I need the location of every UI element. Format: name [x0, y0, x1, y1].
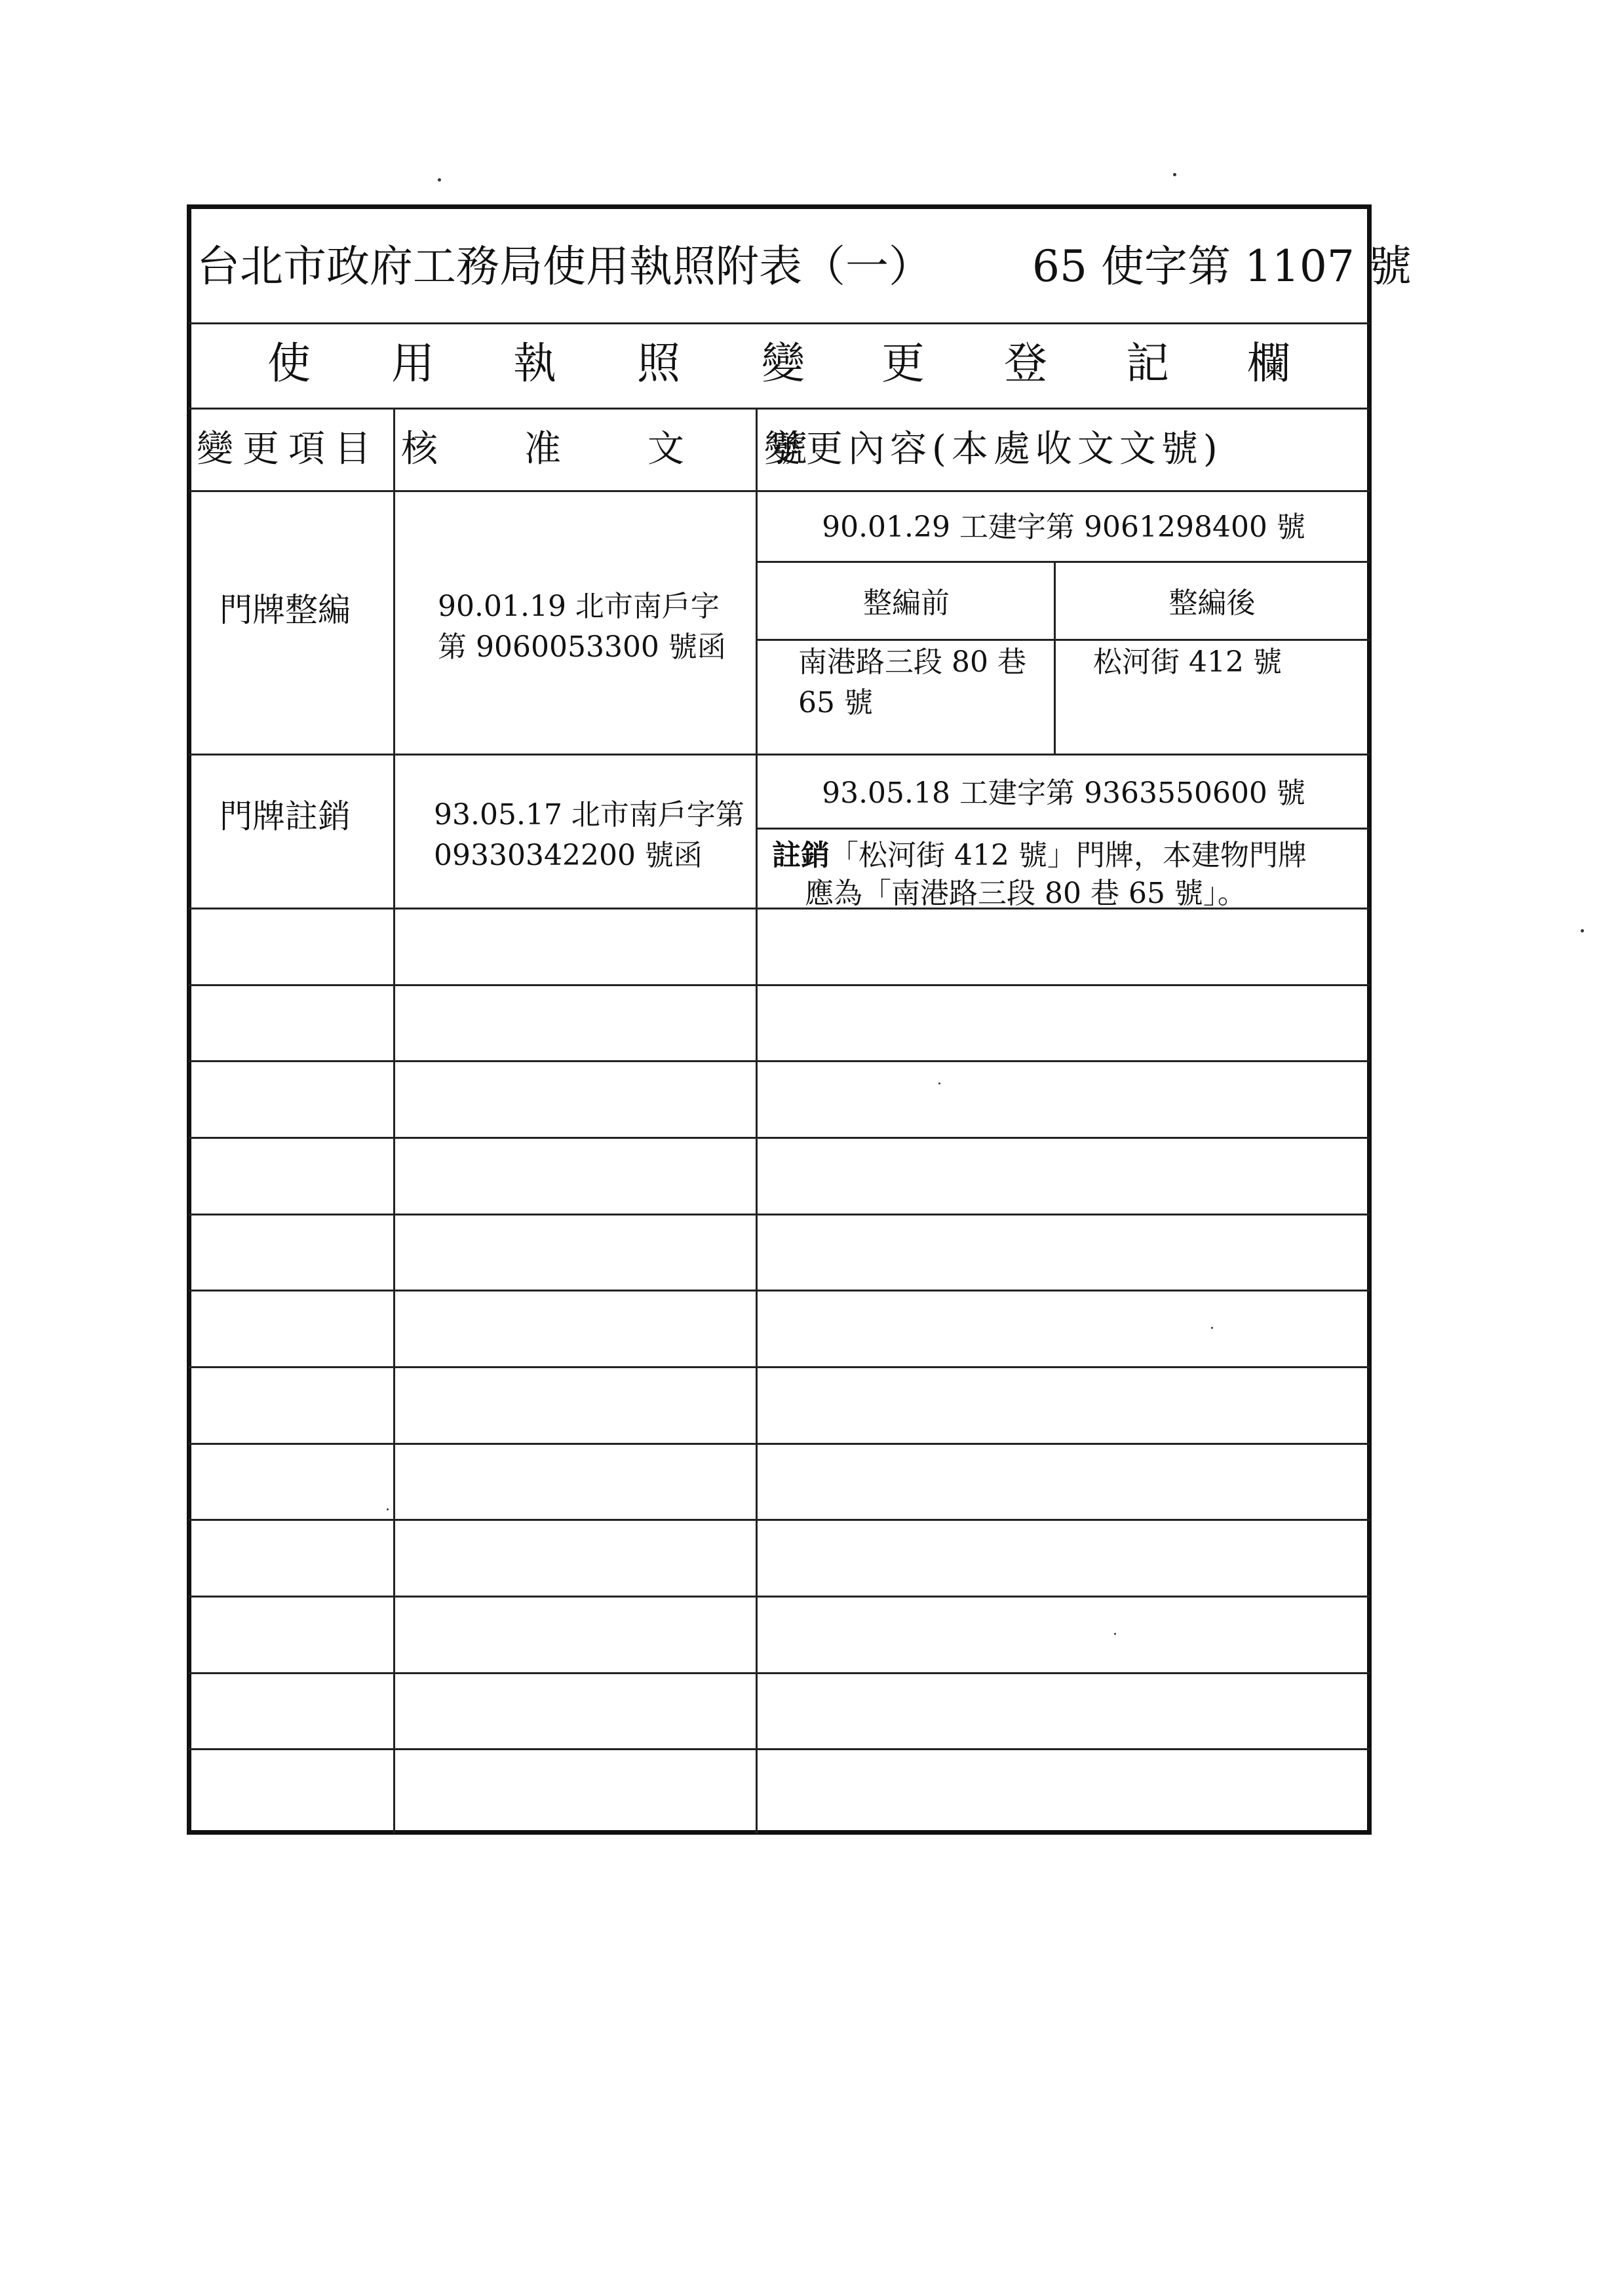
scan-speck: [1173, 173, 1176, 176]
rule-empty-10: [189, 1672, 1370, 1674]
form-title: 台北市政府工務局使用執照附表（一）: [197, 241, 932, 292]
rule-empty-5: [189, 1290, 1370, 1292]
rule-row1-bottom: [189, 754, 1370, 756]
subtitle-char-8: 記: [1126, 338, 1169, 389]
subtitle-char-4: 照: [637, 338, 680, 389]
subtitle-char-7: 登: [1004, 338, 1047, 389]
row1-after-label: 整編後: [1168, 586, 1256, 620]
rule-empty-7: [189, 1443, 1370, 1445]
row2-content-line1: [772, 835, 1365, 876]
scan-speck: [938, 1082, 940, 1084]
rule-empty-6: [189, 1366, 1370, 1368]
rule-row1-ref-bottom: [757, 561, 1370, 563]
divider-col2: [756, 408, 758, 1833]
rule-empty-3: [189, 1137, 1370, 1139]
rule-row1-sub-bottom: [757, 639, 1370, 641]
row1-before-label: 整編前: [863, 586, 950, 620]
rule-empty-1: [189, 984, 1370, 986]
subtitle-char-9: 欄: [1247, 338, 1290, 389]
row1-content-ref: 90.01.29 工建字第 9061298400 號: [822, 510, 1305, 544]
subtitle-char-2: 用: [391, 338, 434, 389]
row1-after-value: 松河街 412 號: [1093, 645, 1282, 679]
scan-speck: [1581, 929, 1584, 932]
rule-empty-11: [189, 1748, 1370, 1750]
rule-title-bottom: [189, 322, 1370, 324]
row2-approval: 93.05.17 北市南戶字第 09330342200 號函: [434, 798, 744, 872]
row2-content-line2: 應為「南港路三段 80 巷 65 號」。: [805, 877, 1246, 910]
row2-item: 門牌註銷: [220, 797, 351, 835]
row1-before-value: 南港路三段 80 巷 65 號: [798, 645, 1026, 719]
rule-empty-2: [189, 1060, 1370, 1062]
row1-item: 門牌整編: [220, 591, 351, 629]
header-approval-number: 核 准 文 號: [401, 428, 832, 470]
scan-speck: [1211, 1327, 1213, 1329]
header-change-item: 變更項目: [197, 428, 380, 470]
header-change-content: 變更內容(本處收文文號): [764, 428, 1223, 470]
permit-number: 65 使字第 1107 號: [1032, 241, 1412, 292]
subtitle-char-1: 使: [267, 338, 311, 389]
rule-row2-ref-bottom: [757, 828, 1370, 830]
row1-approval: 90.01.19 北市南戶字第 9060053300 號函: [438, 590, 726, 664]
rule-empty-9: [189, 1596, 1370, 1598]
row2-content-lead: 註銷: [772, 839, 830, 872]
rule-empty-4: [189, 1214, 1370, 1215]
row2-content-ref: 93.05.18 工建字第 9363550600 號: [822, 776, 1305, 810]
scan-speck: [1114, 1633, 1116, 1635]
rule-subtitle-bottom: [189, 408, 1370, 410]
subtitle-char-3: 執: [513, 338, 556, 389]
rule-header-bottom: [189, 490, 1370, 492]
divider-col1: [393, 408, 395, 1833]
rule-empty-8: [189, 1519, 1370, 1521]
scan-speck: [387, 1508, 389, 1510]
subtitle-char-6: 更: [881, 338, 925, 389]
scan-speck: [438, 178, 441, 182]
subtitle-char-5: 變: [762, 338, 805, 389]
row2-content-line1-text: 「松河街 412 號」門牌，本建物門牌: [830, 839, 1307, 872]
